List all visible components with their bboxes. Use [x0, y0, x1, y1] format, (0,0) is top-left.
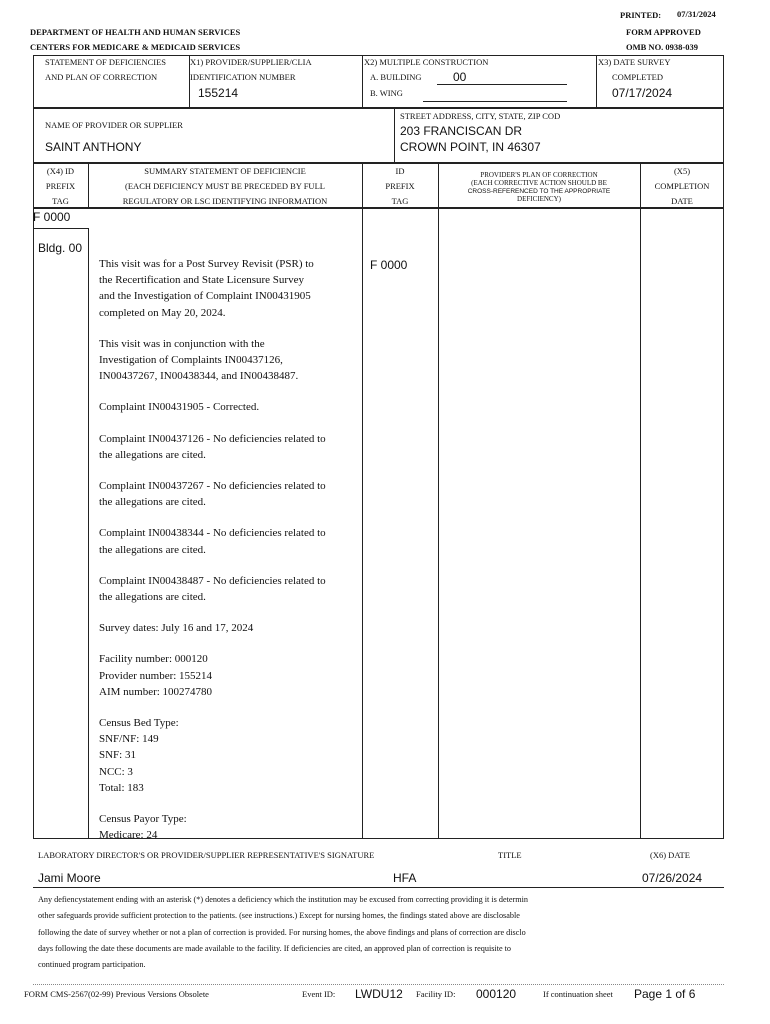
summary-line: and the Investigation of Complaint IN00431905	[99, 290, 311, 303]
building-label: A. BUILDING	[370, 72, 422, 82]
id-header-2: PREFIX	[385, 181, 415, 191]
disclaimer-line: following the date of survey whether or not a plan of correction is provided. For nursing homes, the above findings and plans of correction are disclo	[38, 927, 526, 937]
summary-line: Complaint IN00437126 - No deficiencies related to	[99, 432, 326, 445]
provider-id-value: 155214	[198, 86, 239, 100]
centers-name: CENTERS FOR MEDICARE & MEDICAID SERVICES	[30, 42, 241, 52]
building-underline	[437, 84, 567, 85]
summary-line: Medicare: 24	[99, 829, 158, 842]
address-line-2: CROWN POINT, IN 46307	[400, 140, 541, 154]
summary-paragraph	[99, 573, 359, 605]
form-number: FORM CMS-2567(02-99) Previous Versions Obsolete	[24, 989, 209, 999]
summary-statement	[99, 256, 359, 858]
summary-line: Census Payor Type:	[99, 813, 187, 826]
summary-paragraph	[99, 431, 359, 463]
signature-label: LABORATORY DIRECTOR'S OR PROVIDER/SUPPLIER REPRESENTATIVE'S SIGNATURE	[38, 850, 375, 860]
page-number: Page 1 of 6	[634, 987, 696, 1001]
summary-paragraph	[99, 715, 359, 796]
summary-line: SNF/NF: 149	[99, 733, 159, 746]
plan-header-2: (EACH CORRECTIVE ACTION SHOULD BE	[471, 179, 607, 187]
provider-box	[33, 108, 724, 163]
x1-label-1: X1) PROVIDER/SUPPLIER/CLIA	[190, 57, 312, 67]
plan-header-3: CROSS-REFERENCED TO THE APPROPRIATE	[467, 188, 611, 195]
address-line-1: 203 FRANCISCAN DR	[400, 124, 523, 138]
summary-line: Survey dates: July 16 and 17, 2024	[99, 622, 254, 635]
omb-number: OMB NO. 0938-039	[626, 42, 699, 52]
continuation-label: If continuation sheet	[543, 989, 613, 999]
summary-line: AIM number: 100274780	[99, 685, 213, 698]
summary-line: the allegations are cited.	[99, 591, 206, 604]
summary-line: completed on May 20, 2024.	[99, 306, 226, 319]
form-approved: FORM APPROVED	[626, 27, 701, 37]
summary-line: Census Bed Type:	[99, 717, 179, 730]
disclaimer-line: Any defiencystatement ending with an asterisk (*) denotes a deficiency which the institution may be excused from correcting providing it is determin	[38, 895, 528, 904]
plan-header-1: PROVIDER'S PLAN OF CORRECTION	[480, 171, 598, 179]
facility-id-label: Facility ID:	[416, 989, 456, 999]
provider-name-label: NAME OF PROVIDER OR SUPPLIER	[45, 120, 183, 130]
disclaimer-line: continued program participation.	[38, 960, 146, 970]
event-id-label: Event ID:	[302, 989, 336, 999]
x3-label-1: X3) DATE SURVEY	[598, 57, 671, 67]
disclaimer-text	[38, 892, 738, 973]
x4-header-1: (X4) ID	[46, 166, 75, 176]
title-value: HFA	[393, 871, 417, 885]
summary-line: the Recertification and State Licensure Survey	[99, 274, 304, 287]
summary-line: SNF: 31	[99, 749, 136, 762]
provider-name-value: SAINT ANTHONY	[45, 140, 142, 154]
x5-header-3: DATE	[671, 196, 693, 206]
summary-line: the allegations are cited.	[99, 543, 206, 556]
summary-line: Complaint IN00438344 - No deficiencies related to	[99, 527, 326, 540]
building-value: 00	[453, 70, 467, 84]
date-label: (X6) DATE	[650, 850, 690, 860]
address-label: STREET ADDRESS, CITY, STATE, ZIP COD	[400, 111, 561, 121]
summary-line: Complaint IN00437267 - No deficiencies related to	[99, 480, 326, 493]
summary-line: Total: 183	[99, 781, 144, 794]
x2-label: X2) MULTIPLE CONSTRUCTION	[364, 57, 489, 67]
department-name: DEPARTMENT OF HEALTH AND HUMAN SERVICES	[30, 27, 241, 37]
summary-line: This visit was in conjunction with the	[99, 337, 265, 350]
summary-paragraph	[99, 478, 359, 510]
summary-line: Investigation of Complaints IN00437126,	[99, 354, 283, 367]
facility-id-value: 000120	[476, 987, 517, 1001]
survey-date-value: 07/17/2024	[612, 86, 673, 100]
summary-line: the allegations are cited.	[99, 448, 206, 461]
disclaimer-line: days following the date these documents are made available to the facility. If deficiencies are cited, an approved plan of correction is requisite to	[38, 943, 512, 953]
wing-label: B. WING	[370, 88, 403, 98]
left-prefix-tag: F 0000	[33, 210, 71, 224]
summary-header-2: (EACH DEFICIENCY MUST BE PRECEDED BY FULL	[125, 181, 325, 191]
summary-line: Facility number: 000120	[99, 653, 208, 666]
summary-paragraph	[99, 336, 359, 385]
id-header-3: TAG	[391, 196, 409, 206]
wing-underline	[423, 101, 567, 102]
summary-paragraph	[99, 525, 359, 557]
x4-header-3: TAG	[52, 196, 69, 206]
title-label: TITLE	[498, 850, 522, 860]
building-tag: Bldg. 00	[38, 241, 83, 255]
printed-date: 07/31/2024	[677, 9, 716, 19]
summary-line: IN00437267, IN00438344, and IN00438487.	[99, 370, 299, 383]
statement-label-2: AND PLAN OF CORRECTION	[45, 72, 158, 82]
plan-header-4: DEFICIENCY)	[517, 195, 561, 203]
summary-header-3: REGULATORY OR LSC IDENTIFYING INFORMATION	[122, 196, 328, 206]
x4-header-2: PREFIX	[45, 181, 76, 191]
signature-date-value: 07/26/2024	[642, 871, 703, 885]
summary-line: Complaint IN00438487 - No deficiencies related to	[99, 574, 326, 587]
id-header-1: ID	[395, 166, 405, 176]
x3-label-2: COMPLETED	[612, 72, 663, 82]
printed-label: PRINTED:	[620, 10, 662, 20]
summary-line: the allegations are cited.	[99, 496, 206, 509]
signature-value: Jami Moore	[38, 871, 101, 885]
summary-line: Complaint IN00431905 - Corrected.	[99, 401, 260, 414]
x5-header-1: (X5)	[673, 166, 691, 176]
summary-paragraph	[99, 256, 359, 321]
summary-line: NCC: 3	[99, 765, 133, 778]
summary-paragraph	[99, 651, 359, 700]
summary-line: This visit was for a Post Survey Revisit (PSR) to	[99, 258, 314, 270]
summary-paragraph	[99, 811, 359, 843]
right-prefix-tag: F 0000	[370, 258, 408, 272]
disclaimer-line: other safeguards provide sufficient protection to the patients. (see instructions.) Except for nursing homes, the findings stated above are disclosable	[38, 911, 520, 921]
summary-header-1: SUMMARY STATEMENT OF DEFICIENCIE	[144, 166, 306, 176]
summary-paragraph	[99, 399, 359, 415]
statement-label-1: STATEMENT OF DEFICIENCIES	[45, 57, 167, 67]
summary-paragraph	[99, 620, 359, 636]
summary-line: Provider number: 155214	[99, 669, 213, 682]
event-id-value: LWDU12	[355, 987, 403, 1001]
x5-header-2: COMPLETION	[654, 181, 710, 191]
x1-label-2: IDENTIFICATION NUMBER	[190, 72, 296, 82]
